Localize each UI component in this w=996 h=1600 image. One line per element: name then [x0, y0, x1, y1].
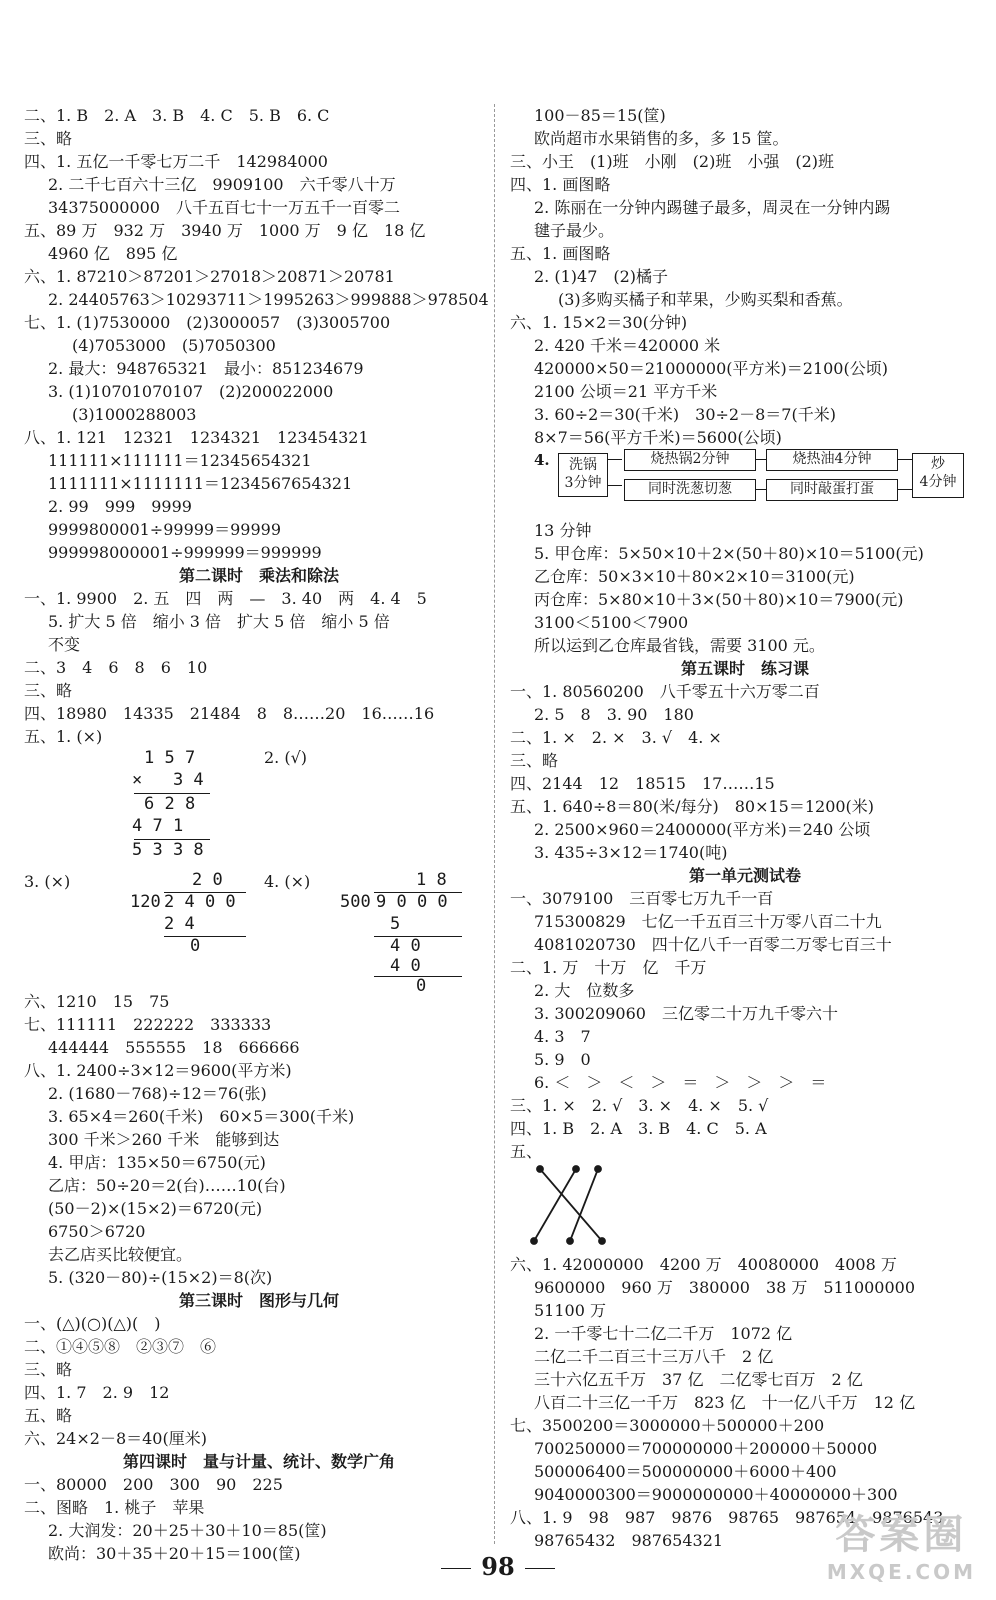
answer-line: 七、1. (1)7530000 (2)3000057 (3)3005700	[24, 313, 391, 332]
answer-line: 2. 5 8 3. 90 180	[534, 705, 694, 724]
answer-line: 2. 420 千米＝420000 米	[534, 336, 721, 355]
answer-line: 500006400＝500000000＋6000＋400	[534, 1462, 837, 1481]
answer-line: 乙仓库：50×3×10＋80×2×10＝3100(元)	[534, 567, 855, 586]
answer-line: 420000×50＝21000000(平方米)＝2100(公顷)	[534, 359, 888, 378]
answer-line: 二、图略 1. 桃子 苹果	[24, 1498, 205, 1517]
div2-divisor: 500	[340, 892, 371, 912]
answer-line: 6. ＜ ＞ ＜ ＞ ＝ ＞ ＞ ＞ ＝	[534, 1073, 827, 1092]
answer-line: 二、1. B 2. A 3. B 4. C 5. B 6. C	[24, 106, 330, 125]
answer-line: 三、略	[24, 681, 73, 700]
answer-line: 111111×111111＝12345654321	[48, 451, 312, 470]
mult-multiplicand: 1 5 7	[144, 748, 196, 768]
answer-line: 8×7＝56(平方千米)＝5600(公顷)	[534, 428, 782, 447]
answer-line: 乙店：50÷20＝2(台)……10(台)	[48, 1176, 286, 1195]
answer-line: 4. 3 7	[534, 1027, 591, 1046]
answer-line: 三十六亿五千万 37 亿 二亿零七百万 2 亿	[534, 1370, 863, 1389]
answer-line: 2. 2500×960＝2400000(平方米)＝240 公顷	[534, 820, 871, 839]
answer-line: 9999800001÷99999＝99999	[48, 520, 282, 539]
answer-line: 2. 二千七百六十三亿 9909100 六千零八十万	[48, 175, 396, 194]
watermark-bottom: MXQE.COM	[826, 1560, 976, 1584]
div2-step-1: 5	[390, 914, 401, 934]
answer-line: 二亿二千二百三十三万八千 2 亿	[534, 1347, 774, 1366]
answer-line: (3)多购买橘子和苹果，少购买梨和香蕉。	[558, 290, 853, 309]
answer-line: 2. 一千零七十二亿二千万 1072 亿	[534, 1324, 793, 1343]
answer-line: 3. 300209060 三亿零二十万九千零六十	[534, 1004, 838, 1023]
answer-line: 51100 万	[534, 1301, 606, 1320]
answer-line: 七、3500200＝3000000＋500000＋200	[510, 1416, 825, 1435]
mult-partial-1: 6 2 8	[144, 794, 196, 814]
flow-step-wash-pot-time: 3分钟	[564, 475, 602, 491]
answer-line: 4960 亿 895 亿	[48, 244, 178, 263]
answer-line: 5. (320－80)÷(15×2)＝8(次)	[48, 1268, 273, 1287]
answer-line: 六、1. 15×2＝30(分钟)	[510, 313, 688, 332]
flow-step-heat-pot: 烧热锅2分钟	[624, 449, 756, 471]
answer-line: 三、略	[24, 1360, 73, 1379]
answer-line: 3. (1)10701070107 (2)200022000	[48, 382, 334, 401]
right-column	[510, 104, 980, 1552]
section-heading: 第一单元测试卷	[688, 866, 801, 885]
answer-line: 5. 扩大 5 倍 缩小 3 倍 扩大 5 倍 缩小 5 倍	[48, 612, 390, 631]
answer-line: 一、1. 80560200 八千零五十六万零二百	[510, 682, 820, 701]
cooking-flowchart	[510, 449, 980, 519]
left-answers-part2	[24, 990, 494, 1565]
answer-line: 四、1. 五亿一千零七万二千 142984000	[24, 152, 328, 171]
right-answers-part1	[510, 104, 980, 449]
left-column	[24, 104, 494, 1565]
page-number-text: 98	[481, 1552, 515, 1581]
answer-line: 2. 大 位数多	[534, 981, 635, 1000]
answer-5-2: 2. (√)	[264, 748, 308, 767]
flow-step-beat-egg: 同时敲蛋打蛋	[766, 479, 898, 501]
answer-line: 四、1. 画图略	[510, 175, 611, 194]
flow-step-stir-fry-text: 炒	[931, 456, 945, 472]
flow-step-wash-pot-text: 洗锅	[569, 457, 597, 473]
flow-link-2	[608, 485, 622, 486]
answer-line: 二、1. × 2. × 3. √ 4. ×	[510, 728, 722, 747]
div1-divisor: 120	[130, 892, 161, 912]
answer-line: 五、1. 640÷8＝80(米/每分) 80×15＝1200(米)	[510, 797, 875, 816]
answer-line: 3. 60÷2＝30(千米) 30÷2－8＝7(千米)	[534, 405, 836, 424]
answer-line: 2. 24405763＞10293711＞1995263＞999888＞978504	[48, 290, 489, 309]
div2-quotient: 1 8	[416, 870, 447, 890]
flow-step-stir-fry-time: 4分钟	[919, 474, 957, 490]
answer-line: 700250000＝700000000＋200000＋50000	[534, 1439, 878, 1458]
answer-line: (50－2)×(15×2)＝6720(元)	[48, 1199, 263, 1218]
section-heading: 第四课时 量与计量、统计、数学广角	[122, 1452, 395, 1471]
answer-line: 八百二十三亿一千万 823 亿 十一亿八千万 12 亿	[534, 1393, 916, 1412]
mult-product: 5 3 3 8	[132, 840, 204, 860]
answer-line: 不变	[48, 635, 81, 654]
flow-step-stir-fry	[912, 453, 964, 498]
div1-quotient: 2 0	[192, 870, 223, 890]
section-heading: 第五课时 练习课	[680, 659, 809, 678]
div2-tail	[24, 976, 494, 996]
answer-line: 2. 最大：948765321 最小：851234679	[48, 359, 364, 378]
matching-lines	[510, 1163, 980, 1253]
answer-line: 五、略	[24, 1406, 73, 1425]
section-heading: 第三课时 图形与几何	[178, 1291, 339, 1310]
answer-line: 三、略	[24, 129, 73, 148]
answer-line: 一、80000 200 300 90 225	[24, 1475, 283, 1494]
answer-line: 一、(△)(○)(△)( )	[24, 1314, 161, 1333]
answer-line: 四、1. B 2. A 3. B 4. C 5. A	[510, 1119, 767, 1138]
flow-link-3	[756, 459, 766, 460]
answer-line: 2. 99 999 9999	[48, 497, 192, 516]
answer-line: 八、1. 9 98 987 9876 98765 987654 9876543	[510, 1508, 944, 1527]
column-divider	[494, 104, 495, 1544]
answer-line: 2. (1680－768)÷12＝76(张)	[48, 1084, 267, 1103]
answer-line: 一、3079100 三百零七万九千一百	[510, 889, 774, 908]
answer-line: 9040000300＝9000000000＋40000000＋300	[534, 1485, 898, 1504]
flow-link-1	[608, 459, 622, 460]
answer-line: 3100＜5100＜7900	[534, 613, 689, 632]
vertical-calculations	[24, 748, 494, 978]
flow-step-wash-pot	[558, 453, 608, 497]
div2-step-3: 4 0	[390, 956, 421, 976]
flow-link-4	[756, 489, 766, 490]
answer-line: 999998000001÷999999＝999999	[48, 543, 322, 562]
div2-step-2: 4 0	[390, 936, 421, 956]
watermark	[827, 1503, 976, 1584]
flow-label: 4.	[534, 451, 550, 469]
answer-line: 八、1. 121 12321 1234321 123454321	[24, 428, 369, 447]
flow-step-wash-onion: 同时洗葱切葱	[624, 479, 756, 501]
answer-line: 二、3 4 6 8 6 10	[24, 658, 208, 677]
answer-line: 2. (1)47 (2)橘子	[534, 267, 669, 286]
answer-line: 三、1. × 2. √ 3. × 4. × 5. √	[510, 1096, 769, 1115]
answer-line: 四、1. 7 2. 9 12	[24, 1383, 170, 1402]
div2-dividend: 9 0 0 0	[376, 892, 448, 912]
answer-line: 34375000000 八千五百七十一万五千一百零二	[48, 198, 400, 217]
div2-zero: 0	[416, 976, 427, 996]
answer-line: 欧尚超市水果销售的多，多 15 筐。	[534, 129, 789, 148]
answer-line: 七、111111 222222 333333	[24, 1015, 272, 1034]
answer-line: 6750＞6720	[48, 1222, 146, 1241]
answer-line: 去乙店买比较便宜。	[48, 1245, 193, 1264]
answer-line: 二、①④⑤⑧ ②③⑦ ⑥	[24, 1337, 217, 1356]
mult-partial-2: 4 7 1	[132, 816, 184, 836]
answer-line: 9600000 960 万 380000 38 万 511000000	[534, 1278, 916, 1297]
answer-line: 3. 435÷3×12＝1740(吨)	[534, 843, 728, 862]
answer-line: 五、1. 画图略	[510, 244, 611, 263]
answer-line: 六、24×2－8＝40(厘米)	[24, 1429, 207, 1448]
answer-line: 五、1. (×)	[24, 727, 103, 746]
flow-link-5	[898, 459, 912, 460]
watermark-top: 答案圈	[835, 1512, 968, 1558]
answer-line: 2. 大润发：20＋25＋30＋10＝85(筐)	[48, 1521, 327, 1540]
answer-line: 300 千米＞260 千米 能够到达	[48, 1130, 280, 1149]
answer-line: (4)7053000 (5)7050300	[72, 336, 276, 355]
answer-line: 六、1. 42000000 4200 万 40080000 4008 万	[510, 1255, 897, 1274]
answer-5-3: 3. (×)	[24, 872, 71, 891]
div1-dividend: 2 4 0 0	[164, 892, 236, 912]
answer-5-4: 4. (×)	[264, 872, 311, 891]
left-answers-part1	[24, 104, 494, 748]
answer-line: 六、1. 87210＞87201＞27018＞20871＞20781	[24, 267, 395, 286]
answer-line: 丙仓库：5×80×10＋3×(50＋80)×10＝7900(元)	[534, 590, 904, 609]
answer-line: 5. 甲仓库：5×50×10＋2×(50＋80)×10＝5100(元)	[534, 544, 924, 563]
answer-line: 五、89 万 932 万 3940 万 1000 万 9 亿 18 亿	[24, 221, 426, 240]
matching-lines-drawing	[510, 1163, 630, 1253]
mult-multiplier: × 3 4	[132, 770, 204, 790]
div1-zero: 0	[190, 936, 201, 956]
answer-line: 2. 陈丽在一分钟内踢毽子最多，周灵在一分钟内踢	[534, 198, 891, 217]
answer-line: 六、1210 15 75	[24, 992, 170, 1011]
answer-line: 3. 65×4＝260(千米) 60×5＝300(千米)	[48, 1107, 355, 1126]
right-answers-part2	[510, 519, 980, 1163]
flow-link-6	[898, 489, 912, 490]
div1-remainder: 2 4	[164, 914, 195, 934]
answer-line: 四、18980 14335 21484 8 8……20 16……16	[24, 704, 435, 723]
div1-line	[164, 936, 246, 937]
answer-line: 100－85＝15(筐)	[534, 106, 666, 125]
answer-line: 715300829 七亿一千五百三十万零八百二十九	[534, 912, 882, 931]
answer-line: 一、1. 9900 2. 五 四 两 — 3. 40 两 4. 4 5	[24, 589, 427, 608]
answer-line: 1111111×1111111＝1234567654321	[48, 474, 353, 493]
answer-line: 三、略	[510, 751, 559, 770]
answer-line: 三、小王 (1)班 小刚 (2)班 小强 (2)班	[510, 152, 834, 171]
answer-line: 八、1. 2400÷3×12＝9600(平方米)	[24, 1061, 292, 1080]
answer-line: 四、2144 12 18515 17……15	[510, 774, 775, 793]
answer-line: 98765432 987654321	[534, 1531, 724, 1550]
answer-line: 5. 9 0	[534, 1050, 591, 1069]
answer-line: 444444 555555 18 666666	[48, 1038, 300, 1057]
answer-line: 4081020730 四十亿八千一百零二万零七百三十	[534, 935, 892, 954]
answer-line: (3)1000288003	[72, 405, 197, 424]
answer-line: 五、	[510, 1142, 543, 1161]
answer-line: 2100 公顷＝21 平方千米	[534, 382, 718, 401]
answer-line: 4. 甲店：135×50＝6750(元)	[48, 1153, 266, 1172]
section-heading: 第二课时 乘法和除法	[178, 566, 339, 585]
answer-line: 13 分钟	[534, 521, 592, 540]
flow-step-heat-oil: 烧热油4分钟	[766, 449, 898, 471]
answer-line: 二、1. 万 十万 亿 千万	[510, 958, 707, 977]
answer-line: 欧尚：30＋35＋20＋15＝100(筐)	[48, 1544, 301, 1563]
answer-line: 所以运到乙仓库最省钱，需要 3100 元。	[534, 636, 825, 655]
answer-line: 毽子最少。	[534, 221, 615, 240]
